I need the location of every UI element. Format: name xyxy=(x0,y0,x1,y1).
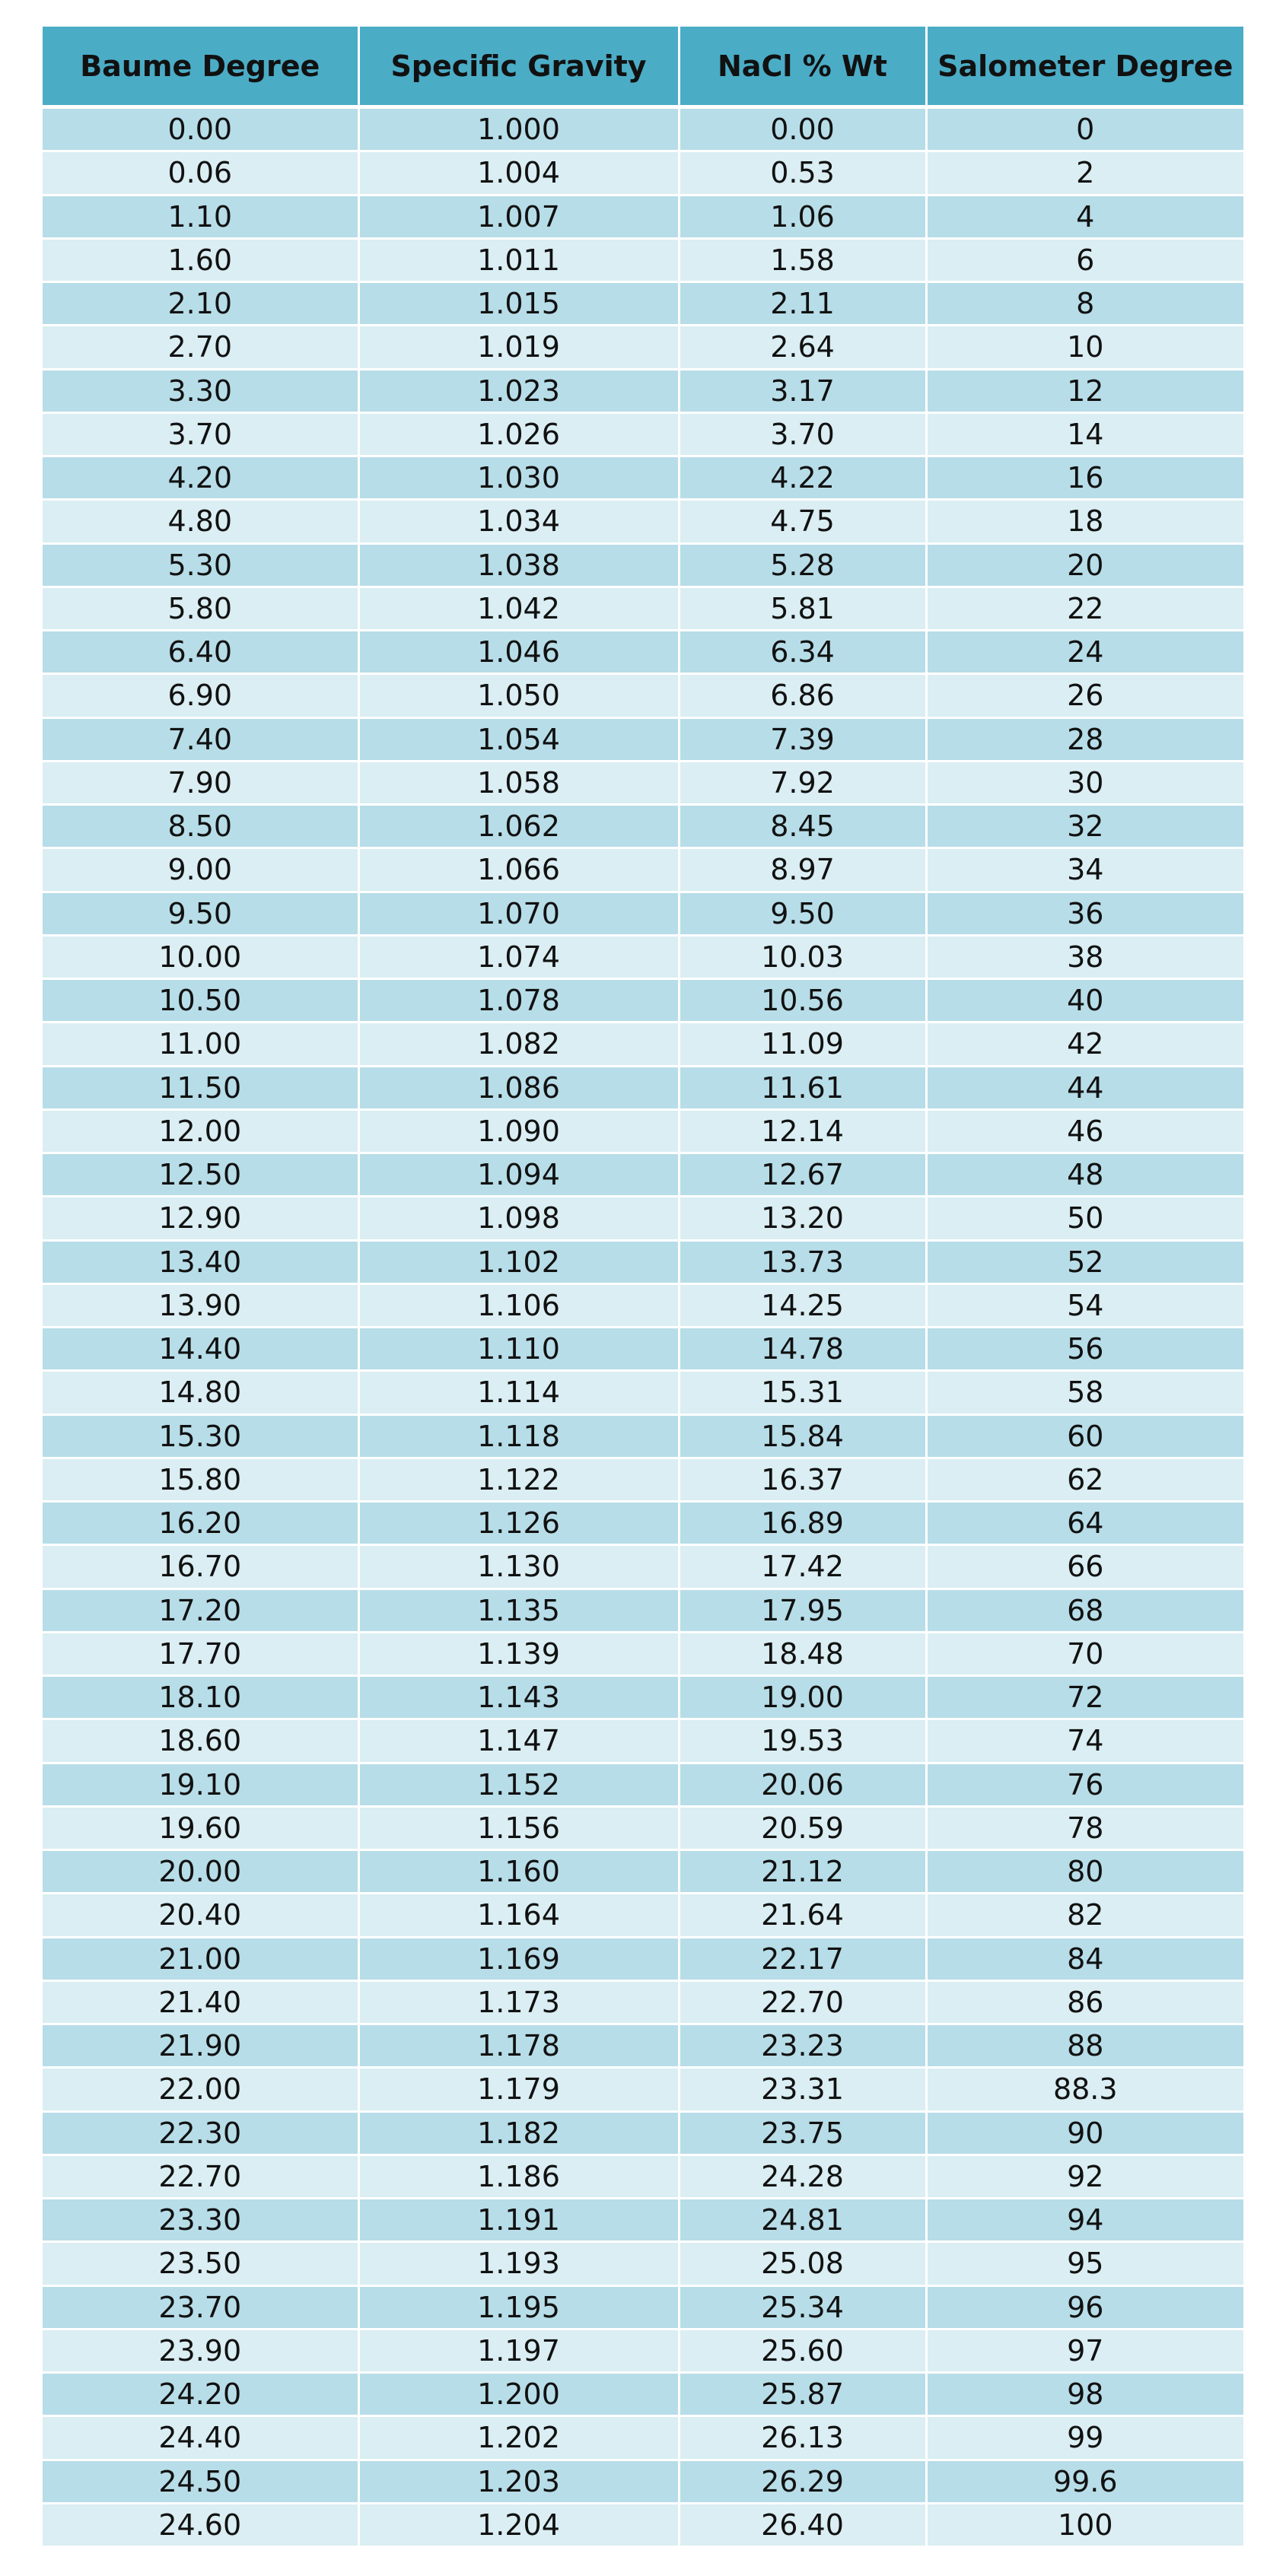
baume-degree-cell: 21.40 xyxy=(43,1980,358,2024)
table-row xyxy=(43,2373,1243,2416)
baume-degree-cell: 23.70 xyxy=(43,2285,358,2329)
specific-gravity-cell: 1.202 xyxy=(358,2416,679,2460)
salometer-degree-cell: 8 xyxy=(926,282,1243,326)
nacl-percent-wt-cell: 3.70 xyxy=(679,412,926,456)
table-row xyxy=(43,2024,1243,2068)
specific-gravity-cell: 1.015 xyxy=(358,282,679,326)
table-row xyxy=(43,2285,1243,2329)
header-nacl-percent-wt: NaCl % Wt xyxy=(679,27,926,107)
nacl-percent-wt-cell: 16.37 xyxy=(679,1458,926,1501)
specific-gravity-cell: 1.110 xyxy=(358,1328,679,1371)
salometer-degree-cell: 28 xyxy=(926,717,1243,761)
table-row xyxy=(43,1980,1243,2024)
baume-degree-cell: 5.30 xyxy=(43,543,358,587)
specific-gravity-cell: 1.160 xyxy=(358,1850,679,1894)
table-row xyxy=(43,238,1243,281)
nacl-percent-wt-cell: 13.20 xyxy=(679,1197,926,1240)
salometer-degree-cell: 78 xyxy=(926,1806,1243,1849)
nacl-percent-wt-cell: 20.59 xyxy=(679,1806,926,1849)
nacl-percent-wt-cell: 23.23 xyxy=(679,2024,926,2068)
specific-gravity-cell: 1.118 xyxy=(358,1414,679,1458)
nacl-percent-wt-cell: 11.61 xyxy=(679,1066,926,1109)
baume-degree-cell: 13.90 xyxy=(43,1283,358,1327)
salometer-degree-cell: 44 xyxy=(926,1066,1243,1109)
baume-degree-cell: 16.20 xyxy=(43,1502,358,1545)
salometer-degree-cell: 99 xyxy=(926,2416,1243,2460)
salometer-degree-cell: 80 xyxy=(926,1850,1243,1894)
specific-gravity-cell: 1.178 xyxy=(358,2024,679,2068)
baume-degree-cell: 8.50 xyxy=(43,805,358,848)
nacl-percent-wt-cell: 21.12 xyxy=(679,1850,926,1894)
table-row xyxy=(43,2155,1243,2198)
nacl-percent-wt-cell: 0.00 xyxy=(679,107,926,151)
salometer-degree-cell: 36 xyxy=(926,892,1243,935)
baume-degree-cell: 2.70 xyxy=(43,326,358,369)
baume-degree-cell: 4.20 xyxy=(43,456,358,500)
salometer-degree-cell: 94 xyxy=(926,2199,1243,2242)
baume-degree-cell: 18.60 xyxy=(43,1719,358,1763)
table-row xyxy=(43,1371,1243,1414)
baume-degree-cell: 9.00 xyxy=(43,848,358,892)
specific-gravity-cell: 1.193 xyxy=(358,2242,679,2285)
nacl-percent-wt-cell: 4.75 xyxy=(679,500,926,543)
nacl-percent-wt-cell: 1.58 xyxy=(679,238,926,281)
baume-degree-cell: 12.50 xyxy=(43,1153,358,1197)
table-row xyxy=(43,1806,1243,1849)
nacl-percent-wt-cell: 10.56 xyxy=(679,979,926,1022)
nacl-percent-wt-cell: 26.40 xyxy=(679,2503,926,2546)
table-row xyxy=(43,1763,1243,1806)
specific-gravity-cell: 1.130 xyxy=(358,1545,679,1589)
specific-gravity-cell: 1.082 xyxy=(358,1022,679,1066)
salometer-degree-cell: 60 xyxy=(926,1414,1243,1458)
table-row xyxy=(43,1197,1243,1240)
baume-degree-cell: 13.40 xyxy=(43,1240,358,1283)
table-row xyxy=(43,151,1243,195)
specific-gravity-cell: 1.000 xyxy=(358,107,679,151)
salometer-degree-cell: 20 xyxy=(926,543,1243,587)
baume-degree-cell: 6.40 xyxy=(43,631,358,674)
specific-gravity-cell: 1.007 xyxy=(358,195,679,238)
salometer-degree-cell: 90 xyxy=(926,2111,1243,2155)
table-row xyxy=(43,543,1243,587)
salometer-degree-cell: 64 xyxy=(926,1502,1243,1545)
specific-gravity-cell: 1.106 xyxy=(358,1283,679,1327)
baume-degree-cell: 23.30 xyxy=(43,2199,358,2242)
nacl-percent-wt-cell: 12.67 xyxy=(679,1153,926,1197)
table-row xyxy=(43,674,1243,717)
table-row xyxy=(43,1153,1243,1197)
nacl-percent-wt-cell: 14.78 xyxy=(679,1328,926,1371)
table-row xyxy=(43,805,1243,848)
header-baume-degree: Baume Degree xyxy=(43,27,358,107)
table-row xyxy=(43,282,1243,326)
specific-gravity-cell: 1.054 xyxy=(358,717,679,761)
specific-gravity-cell: 1.197 xyxy=(358,2329,679,2372)
salometer-degree-cell: 40 xyxy=(926,979,1243,1022)
nacl-percent-wt-cell: 8.97 xyxy=(679,848,926,892)
table-row xyxy=(43,107,1243,151)
salometer-degree-cell: 48 xyxy=(926,1153,1243,1197)
nacl-percent-wt-cell: 2.11 xyxy=(679,282,926,326)
table-row xyxy=(43,500,1243,543)
salometer-degree-cell: 22 xyxy=(926,587,1243,630)
salometer-degree-cell: 50 xyxy=(926,1197,1243,1240)
nacl-percent-wt-cell: 24.28 xyxy=(679,2155,926,2198)
salometer-degree-cell: 70 xyxy=(926,1632,1243,1675)
table-row xyxy=(43,2242,1243,2285)
table-row xyxy=(43,1545,1243,1589)
specific-gravity-cell: 1.066 xyxy=(358,848,679,892)
table-row xyxy=(43,1414,1243,1458)
nacl-percent-wt-cell: 13.73 xyxy=(679,1240,926,1283)
nacl-percent-wt-cell: 7.39 xyxy=(679,717,926,761)
nacl-percent-wt-cell: 23.75 xyxy=(679,2111,926,2155)
table-row xyxy=(43,892,1243,935)
table-row xyxy=(43,2068,1243,2111)
baume-degree-cell: 14.40 xyxy=(43,1328,358,1371)
salometer-degree-cell: 34 xyxy=(926,848,1243,892)
baume-degree-cell: 10.50 xyxy=(43,979,358,1022)
nacl-percent-wt-cell: 5.81 xyxy=(679,587,926,630)
table-row xyxy=(43,1240,1243,1283)
table-header xyxy=(43,27,1243,107)
salometer-degree-cell: 26 xyxy=(926,674,1243,717)
salometer-degree-cell: 54 xyxy=(926,1283,1243,1327)
salometer-degree-cell: 88.3 xyxy=(926,2068,1243,2111)
table-row xyxy=(43,2416,1243,2460)
baume-degree-cell: 3.30 xyxy=(43,369,358,412)
nacl-percent-wt-cell: 15.31 xyxy=(679,1371,926,1414)
nacl-percent-wt-cell: 25.60 xyxy=(679,2329,926,2372)
salometer-degree-cell: 95 xyxy=(926,2242,1243,2285)
specific-gravity-cell: 1.042 xyxy=(358,587,679,630)
specific-gravity-cell: 1.102 xyxy=(358,1240,679,1283)
salometer-degree-cell: 84 xyxy=(926,1937,1243,1980)
nacl-percent-wt-cell: 23.31 xyxy=(679,2068,926,2111)
nacl-percent-wt-cell: 17.42 xyxy=(679,1545,926,1589)
data-table xyxy=(43,27,1243,2548)
nacl-percent-wt-cell: 6.86 xyxy=(679,674,926,717)
table-row xyxy=(43,1894,1243,1937)
table-row xyxy=(43,1109,1243,1153)
baume-degree-cell: 11.50 xyxy=(43,1066,358,1109)
specific-gravity-cell: 1.098 xyxy=(358,1197,679,1240)
salometer-degree-cell: 56 xyxy=(926,1328,1243,1371)
table-row xyxy=(43,1328,1243,1371)
baume-degree-cell: 5.80 xyxy=(43,587,358,630)
baume-degree-cell: 24.20 xyxy=(43,2373,358,2416)
salometer-degree-cell: 12 xyxy=(926,369,1243,412)
baume-degree-cell: 24.40 xyxy=(43,2416,358,2460)
nacl-percent-wt-cell: 0.53 xyxy=(679,151,926,195)
specific-gravity-cell: 1.023 xyxy=(358,369,679,412)
baume-degree-cell: 14.80 xyxy=(43,1371,358,1414)
nacl-percent-wt-cell: 25.87 xyxy=(679,2373,926,2416)
specific-gravity-cell: 1.139 xyxy=(358,1632,679,1675)
specific-gravity-cell: 1.164 xyxy=(358,1894,679,1937)
baume-degree-cell: 23.90 xyxy=(43,2329,358,2372)
salometer-degree-cell: 38 xyxy=(926,935,1243,978)
header-salometer-degree: Salometer Degree xyxy=(926,27,1243,107)
table-row xyxy=(43,1066,1243,1109)
specific-gravity-cell: 1.182 xyxy=(358,2111,679,2155)
baume-degree-cell: 6.90 xyxy=(43,674,358,717)
salometer-degree-cell: 96 xyxy=(926,2285,1243,2329)
nacl-percent-wt-cell: 8.45 xyxy=(679,805,926,848)
baume-degree-cell: 20.00 xyxy=(43,1850,358,1894)
salometer-degree-cell: 98 xyxy=(926,2373,1243,2416)
salometer-degree-cell: 66 xyxy=(926,1545,1243,1589)
table-row xyxy=(43,1850,1243,1894)
nacl-percent-wt-cell: 18.48 xyxy=(679,1632,926,1675)
salometer-degree-cell: 52 xyxy=(926,1240,1243,1283)
nacl-percent-wt-cell: 22.17 xyxy=(679,1937,926,1980)
table-row xyxy=(43,1937,1243,1980)
table-row xyxy=(43,1589,1243,1632)
nacl-percent-wt-cell: 4.22 xyxy=(679,456,926,500)
nacl-percent-wt-cell: 16.89 xyxy=(679,1502,926,1545)
salometer-degree-cell: 0 xyxy=(926,107,1243,151)
nacl-percent-wt-cell: 9.50 xyxy=(679,892,926,935)
nacl-percent-wt-cell: 19.00 xyxy=(679,1676,926,1719)
table-row xyxy=(43,1458,1243,1501)
specific-gravity-cell: 1.169 xyxy=(358,1937,679,1980)
specific-gravity-cell: 1.147 xyxy=(358,1719,679,1763)
baume-degree-cell: 23.50 xyxy=(43,2242,358,2285)
table-row xyxy=(43,2329,1243,2372)
specific-gravity-cell: 1.204 xyxy=(358,2503,679,2546)
salometer-degree-cell: 99.6 xyxy=(926,2460,1243,2503)
table-row xyxy=(43,2111,1243,2155)
table-row xyxy=(43,717,1243,761)
table-row xyxy=(43,1502,1243,1545)
baume-degree-cell: 22.70 xyxy=(43,2155,358,2198)
table-row xyxy=(43,1719,1243,1763)
baume-degree-cell: 3.70 xyxy=(43,412,358,456)
baume-degree-cell: 15.80 xyxy=(43,1458,358,1501)
salometer-degree-cell: 92 xyxy=(926,2155,1243,2198)
baume-degree-cell: 22.00 xyxy=(43,2068,358,2111)
table-body xyxy=(43,107,1243,2547)
specific-gravity-cell: 1.034 xyxy=(358,500,679,543)
specific-gravity-cell: 1.074 xyxy=(358,935,679,978)
table-row xyxy=(43,2503,1243,2546)
baume-degree-cell: 0.00 xyxy=(43,107,358,151)
salometer-degree-cell: 76 xyxy=(926,1763,1243,1806)
table-row xyxy=(43,195,1243,238)
salometer-degree-cell: 10 xyxy=(926,326,1243,369)
specific-gravity-cell: 1.179 xyxy=(358,2068,679,2111)
salometer-degree-cell: 88 xyxy=(926,2024,1243,2068)
header-row xyxy=(43,27,1243,107)
baume-degree-cell: 19.10 xyxy=(43,1763,358,1806)
table-row xyxy=(43,1676,1243,1719)
specific-gravity-cell: 1.191 xyxy=(358,2199,679,2242)
baume-degree-cell: 0.06 xyxy=(43,151,358,195)
specific-gravity-cell: 1.011 xyxy=(358,238,679,281)
table-row xyxy=(43,631,1243,674)
nacl-percent-wt-cell: 3.17 xyxy=(679,369,926,412)
specific-gravity-cell: 1.046 xyxy=(358,631,679,674)
salometer-degree-cell: 62 xyxy=(926,1458,1243,1501)
specific-gravity-cell: 1.156 xyxy=(358,1806,679,1849)
nacl-percent-wt-cell: 5.28 xyxy=(679,543,926,587)
baume-degree-cell: 24.60 xyxy=(43,2503,358,2546)
salometer-degree-cell: 14 xyxy=(926,412,1243,456)
salometer-degree-cell: 100 xyxy=(926,2503,1243,2546)
table-row xyxy=(43,1022,1243,1066)
baume-degree-cell: 16.70 xyxy=(43,1545,358,1589)
baume-degree-cell: 1.60 xyxy=(43,238,358,281)
nacl-percent-wt-cell: 26.13 xyxy=(679,2416,926,2460)
specific-gravity-cell: 1.135 xyxy=(358,1589,679,1632)
specific-gravity-cell: 1.019 xyxy=(358,326,679,369)
baume-degree-cell: 17.70 xyxy=(43,1632,358,1675)
specific-gravity-cell: 1.200 xyxy=(358,2373,679,2416)
specific-gravity-cell: 1.152 xyxy=(358,1763,679,1806)
baume-degree-cell: 11.00 xyxy=(43,1022,358,1066)
specific-gravity-cell: 1.038 xyxy=(358,543,679,587)
specific-gravity-cell: 1.090 xyxy=(358,1109,679,1153)
salometer-degree-cell: 74 xyxy=(926,1719,1243,1763)
nacl-percent-wt-cell: 21.64 xyxy=(679,1894,926,1937)
specific-gravity-cell: 1.122 xyxy=(358,1458,679,1501)
baume-degree-cell: 7.90 xyxy=(43,761,358,804)
specific-gravity-cell: 1.050 xyxy=(358,674,679,717)
table-row xyxy=(43,326,1243,369)
salometer-degree-cell: 18 xyxy=(926,500,1243,543)
nacl-percent-wt-cell: 1.06 xyxy=(679,195,926,238)
baume-degree-cell: 10.00 xyxy=(43,935,358,978)
nacl-percent-wt-cell: 24.81 xyxy=(679,2199,926,2242)
salometer-degree-cell: 6 xyxy=(926,238,1243,281)
nacl-percent-wt-cell: 14.25 xyxy=(679,1283,926,1327)
baume-degree-cell: 2.10 xyxy=(43,282,358,326)
table-row xyxy=(43,761,1243,804)
table-row xyxy=(43,1632,1243,1675)
specific-gravity-cell: 1.195 xyxy=(358,2285,679,2329)
table-row xyxy=(43,2460,1243,2503)
nacl-percent-wt-cell: 7.92 xyxy=(679,761,926,804)
nacl-percent-wt-cell: 20.06 xyxy=(679,1763,926,1806)
salometer-degree-cell: 24 xyxy=(926,631,1243,674)
nacl-percent-wt-cell: 15.84 xyxy=(679,1414,926,1458)
nacl-percent-wt-cell: 6.34 xyxy=(679,631,926,674)
nacl-percent-wt-cell: 22.70 xyxy=(679,1980,926,2024)
baume-degree-cell: 17.20 xyxy=(43,1589,358,1632)
specific-gravity-cell: 1.086 xyxy=(358,1066,679,1109)
nacl-percent-wt-cell: 25.08 xyxy=(679,2242,926,2285)
salometer-degree-cell: 82 xyxy=(926,1894,1243,1937)
table-row xyxy=(43,456,1243,500)
specific-gravity-cell: 1.026 xyxy=(358,412,679,456)
specific-gravity-cell: 1.030 xyxy=(358,456,679,500)
table-row xyxy=(43,587,1243,630)
header-specific-gravity: Specific Gravity xyxy=(358,27,679,107)
specific-gravity-cell: 1.126 xyxy=(358,1502,679,1545)
specific-gravity-cell: 1.058 xyxy=(358,761,679,804)
specific-gravity-cell: 1.203 xyxy=(358,2460,679,2503)
baume-degree-cell: 19.60 xyxy=(43,1806,358,1849)
table-row xyxy=(43,369,1243,412)
specific-gravity-cell: 1.004 xyxy=(358,151,679,195)
salometer-degree-cell: 2 xyxy=(926,151,1243,195)
nacl-percent-wt-cell: 25.34 xyxy=(679,2285,926,2329)
salometer-degree-cell: 58 xyxy=(926,1371,1243,1414)
salometer-degree-cell: 68 xyxy=(926,1589,1243,1632)
baume-degree-cell: 22.30 xyxy=(43,2111,358,2155)
table-row xyxy=(43,2199,1243,2242)
specific-gravity-cell: 1.186 xyxy=(358,2155,679,2198)
salometer-degree-cell: 97 xyxy=(926,2329,1243,2372)
table-row xyxy=(43,1283,1243,1327)
specific-gravity-cell: 1.062 xyxy=(358,805,679,848)
specific-gravity-cell: 1.143 xyxy=(358,1676,679,1719)
specific-gravity-cell: 1.078 xyxy=(358,979,679,1022)
salometer-degree-cell: 4 xyxy=(926,195,1243,238)
baume-degree-cell: 7.40 xyxy=(43,717,358,761)
nacl-percent-wt-cell: 19.53 xyxy=(679,1719,926,1763)
specific-gravity-cell: 1.173 xyxy=(358,1980,679,2024)
salometer-degree-cell: 42 xyxy=(926,1022,1243,1066)
baume-degree-cell: 1.10 xyxy=(43,195,358,238)
salometer-degree-cell: 16 xyxy=(926,456,1243,500)
baume-degree-cell: 9.50 xyxy=(43,892,358,935)
baume-degree-cell: 18.10 xyxy=(43,1676,358,1719)
baume-degree-cell: 24.50 xyxy=(43,2460,358,2503)
nacl-percent-wt-cell: 11.09 xyxy=(679,1022,926,1066)
baume-degree-cell: 21.00 xyxy=(43,1937,358,1980)
table-row xyxy=(43,935,1243,978)
table-row xyxy=(43,412,1243,456)
nacl-percent-wt-cell: 10.03 xyxy=(679,935,926,978)
salometer-degree-cell: 30 xyxy=(926,761,1243,804)
brine-conversion-table xyxy=(43,27,1243,2548)
specific-gravity-cell: 1.114 xyxy=(358,1371,679,1414)
baume-degree-cell: 20.40 xyxy=(43,1894,358,1937)
baume-degree-cell: 12.00 xyxy=(43,1109,358,1153)
salometer-degree-cell: 72 xyxy=(926,1676,1243,1719)
baume-degree-cell: 21.90 xyxy=(43,2024,358,2068)
baume-degree-cell: 15.30 xyxy=(43,1414,358,1458)
salometer-degree-cell: 46 xyxy=(926,1109,1243,1153)
salometer-degree-cell: 86 xyxy=(926,1980,1243,2024)
specific-gravity-cell: 1.070 xyxy=(358,892,679,935)
nacl-percent-wt-cell: 2.64 xyxy=(679,326,926,369)
nacl-percent-wt-cell: 26.29 xyxy=(679,2460,926,2503)
nacl-percent-wt-cell: 17.95 xyxy=(679,1589,926,1632)
baume-degree-cell: 12.90 xyxy=(43,1197,358,1240)
nacl-percent-wt-cell: 12.14 xyxy=(679,1109,926,1153)
table-row xyxy=(43,979,1243,1022)
specific-gravity-cell: 1.094 xyxy=(358,1153,679,1197)
salometer-degree-cell: 32 xyxy=(926,805,1243,848)
baume-degree-cell: 4.80 xyxy=(43,500,358,543)
table-row xyxy=(43,848,1243,892)
